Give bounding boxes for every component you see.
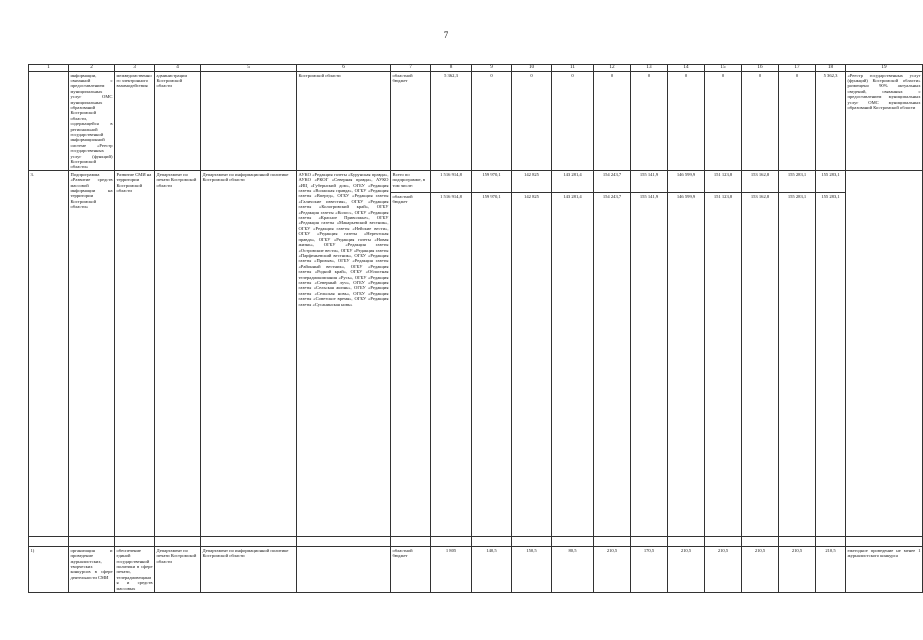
amount-cell: 154 243,7 xyxy=(594,193,631,537)
amount-cell: 1 805 xyxy=(431,547,472,592)
header-cell: 10 xyxy=(512,65,552,72)
amount-cell: 1 516 914,8 xyxy=(431,193,472,537)
table-row xyxy=(29,171,923,193)
amount-cell: 0 xyxy=(594,72,631,171)
table-row xyxy=(29,537,923,547)
responsible-executor: Департамент по печати Костромской области xyxy=(155,171,201,537)
amount-cell: 5 362,3 xyxy=(431,72,472,171)
coexecutor: Департамент по информационной политике Костромской области xyxy=(201,547,297,592)
activity-goal: обеспечение единой государственной политики в сфере печати, телерадиовещания и средств массовых xyxy=(116,547,153,591)
amount-cell: 0 xyxy=(631,72,668,171)
amount-cell: 142 825 xyxy=(512,193,552,537)
amount-cell: 0 xyxy=(552,72,594,171)
amount-cell: 143 281,4 xyxy=(552,193,594,537)
header-cell: 4 xyxy=(155,65,201,72)
header-cell: 1 xyxy=(29,65,69,72)
responsible-executor: администрации Костромской области xyxy=(155,72,201,171)
amount-cell: 151 123,8 xyxy=(705,171,742,193)
amount-cell: 0 xyxy=(512,72,552,171)
header-cell: 16 xyxy=(742,65,779,72)
coexecutor xyxy=(201,72,297,171)
amount-cell: 142 825 xyxy=(512,171,552,193)
amount-cell: 155 283,1 xyxy=(816,193,846,537)
amount-cell: 0 xyxy=(668,72,705,171)
amount-cell: 155 283,1 xyxy=(816,171,846,193)
amount-cell: 210,5 xyxy=(594,547,631,592)
header-cell: 19 xyxy=(846,65,923,72)
header-cell: 15 xyxy=(705,65,742,72)
amount-cell: 210,5 xyxy=(779,547,816,592)
funding-source: областной бюджет xyxy=(391,72,431,171)
header-cell: 12 xyxy=(594,65,631,72)
amount-cell: 153 162,8 xyxy=(742,171,779,193)
header-cell: 8 xyxy=(431,65,472,72)
amount-cell: 170,5 xyxy=(631,547,668,592)
amount-cell: 155 141,9 xyxy=(631,193,668,537)
amount-cell: 0 xyxy=(705,72,742,171)
amount-cell: 0 xyxy=(472,72,512,171)
amount-cell: 143 281,4 xyxy=(552,171,594,193)
row-number: 1) xyxy=(29,547,69,592)
header-cell: 7 xyxy=(391,65,431,72)
funding-source: областной бюджет xyxy=(391,547,431,592)
amount-cell: 146 599,9 xyxy=(668,171,705,193)
amount-cell: 155 283,1 xyxy=(779,193,816,537)
program-table xyxy=(28,64,923,593)
page-number: 7 xyxy=(443,30,449,40)
amount-cell: 210,5 xyxy=(816,547,846,592)
coexecutor: Департамент по информационной политике Костромской области xyxy=(201,171,297,537)
amount-cell: 154 243,7 xyxy=(594,171,631,193)
amount-cell: 155 141,9 xyxy=(631,171,668,193)
amount-cell: 210,5 xyxy=(705,547,742,592)
header-cell: 17 xyxy=(779,65,816,72)
row-number xyxy=(29,72,69,171)
participant xyxy=(297,547,391,592)
header-cell: 11 xyxy=(552,65,594,72)
amount-cell: 1 516 914,8 xyxy=(431,171,472,193)
amount-cell: 151 123,8 xyxy=(705,193,742,537)
funding-source: Всего по подпрограмме, в том числе: xyxy=(391,171,431,193)
amount-cell: 210,5 xyxy=(742,547,779,592)
table-row xyxy=(29,547,923,592)
activity-goal: межведомственного электронного взаимодействия xyxy=(115,72,155,171)
activity-name: Подпрограмма «Развитие средств массовой информации на территории Костромской области» xyxy=(69,171,115,537)
expected-result: ежегодное проведение не менее 1 журналистского конкурса xyxy=(846,547,923,592)
activity-goal: Развитие СМИ на территории Костромской области xyxy=(115,171,155,537)
header-cell: 6 xyxy=(297,65,391,72)
participant: АУКО «Редакция газеты «Бурунская правда», АУКО «РКОГ «Северная правда», АУКО «ИЦ «Губернский дом», ОГБУ «Редакция газеты «Волжская правда», ОГБУ «Редакция газеты «Вперед», ОГБУ «Редакция газеты «Галичские известия», ОГБУ «Редакция газеты «Кологривский край», ОГБУ «Редакция газеты «Колос», ОГБУ «Редакция газеты «Красное Приволжье», ОГБУ «Редакция газеты «Макарьевский вестник», ОГБУ «Редакция газеты «Нейские вести», ОГБУ «Редакция газеты «Нерехтская правда», ОГБУ «Редакция газеты «Новая жизнь», ОГБУ «Редакция газеты «Островские вести», ОГБУ «Редакция газеты «Парфеньевский вестник», ОГБУ «Редакция газеты «Призыв», ОГБУ «Редакция газеты «Районный вестник», ОГБУ «Редакция газеты «Родной край», ОГБУ «Областная телерадиокомпания «Русь», ОГБУ «Редакция газеты «Северный луч», ОГБУ «Редакция газеты «Сельская жизнь», ОГБУ «Редакция газеты «Сельская новь», ОГБУ «Редакция газеты «Советское время», ОГБУ «Редакция газеты «Сусанинская новь» xyxy=(297,171,391,537)
expected-result: «Реестр государственных услуг (функций) Костромской области» размещено 90% актуальных сведений, связанных с предоставлением муниципальных услуг ОМС муниципальных образований Костромской области xyxy=(846,72,923,171)
responsible-executor: Департамент по печати Костромской области xyxy=(155,547,201,592)
amount-cell: 210,5 xyxy=(668,547,705,592)
header-cell: 18 xyxy=(816,65,846,72)
amount-cell: 80,5 xyxy=(552,547,594,592)
header-cell: 5 xyxy=(201,65,297,72)
header-row xyxy=(29,65,923,72)
funding-source: областной бюджет xyxy=(391,193,431,537)
expected-result xyxy=(846,171,923,537)
amount-cell: 155 283,1 xyxy=(779,171,816,193)
amount-cell: 159 970,1 xyxy=(472,171,512,193)
activity-name: информации, связанной с предоставлением муниципальных услуг ОМС муниципальных образований Костромской области, содержащейся в региональной государственной информационной системе «Реестр государственных услуг (функций) Костромской области» xyxy=(70,72,113,170)
activity-name: организация и проведение журналистских, творческих конкурсов в сфере деятельности СМИ xyxy=(69,547,115,592)
amount-cell: 150,5 xyxy=(512,547,552,592)
header-cell: 9 xyxy=(472,65,512,72)
amount-cell: 146 599,9 xyxy=(668,193,705,537)
amount-cell: 153 162,8 xyxy=(742,193,779,537)
header-cell: 14 xyxy=(668,65,705,72)
header-cell: 3 xyxy=(115,65,155,72)
table-row xyxy=(29,72,923,171)
amount-cell: 159 970,1 xyxy=(472,193,512,537)
amount-cell: 5 362,3 xyxy=(816,72,846,171)
amount-cell: 0 xyxy=(742,72,779,171)
header-cell: 13 xyxy=(631,65,668,72)
amount-cell: 140,5 xyxy=(472,547,512,592)
header-cell: 2 xyxy=(69,65,115,72)
participant: Костромской области xyxy=(297,72,391,171)
amount-cell: 0 xyxy=(779,72,816,171)
row-number: 3. xyxy=(29,171,69,537)
